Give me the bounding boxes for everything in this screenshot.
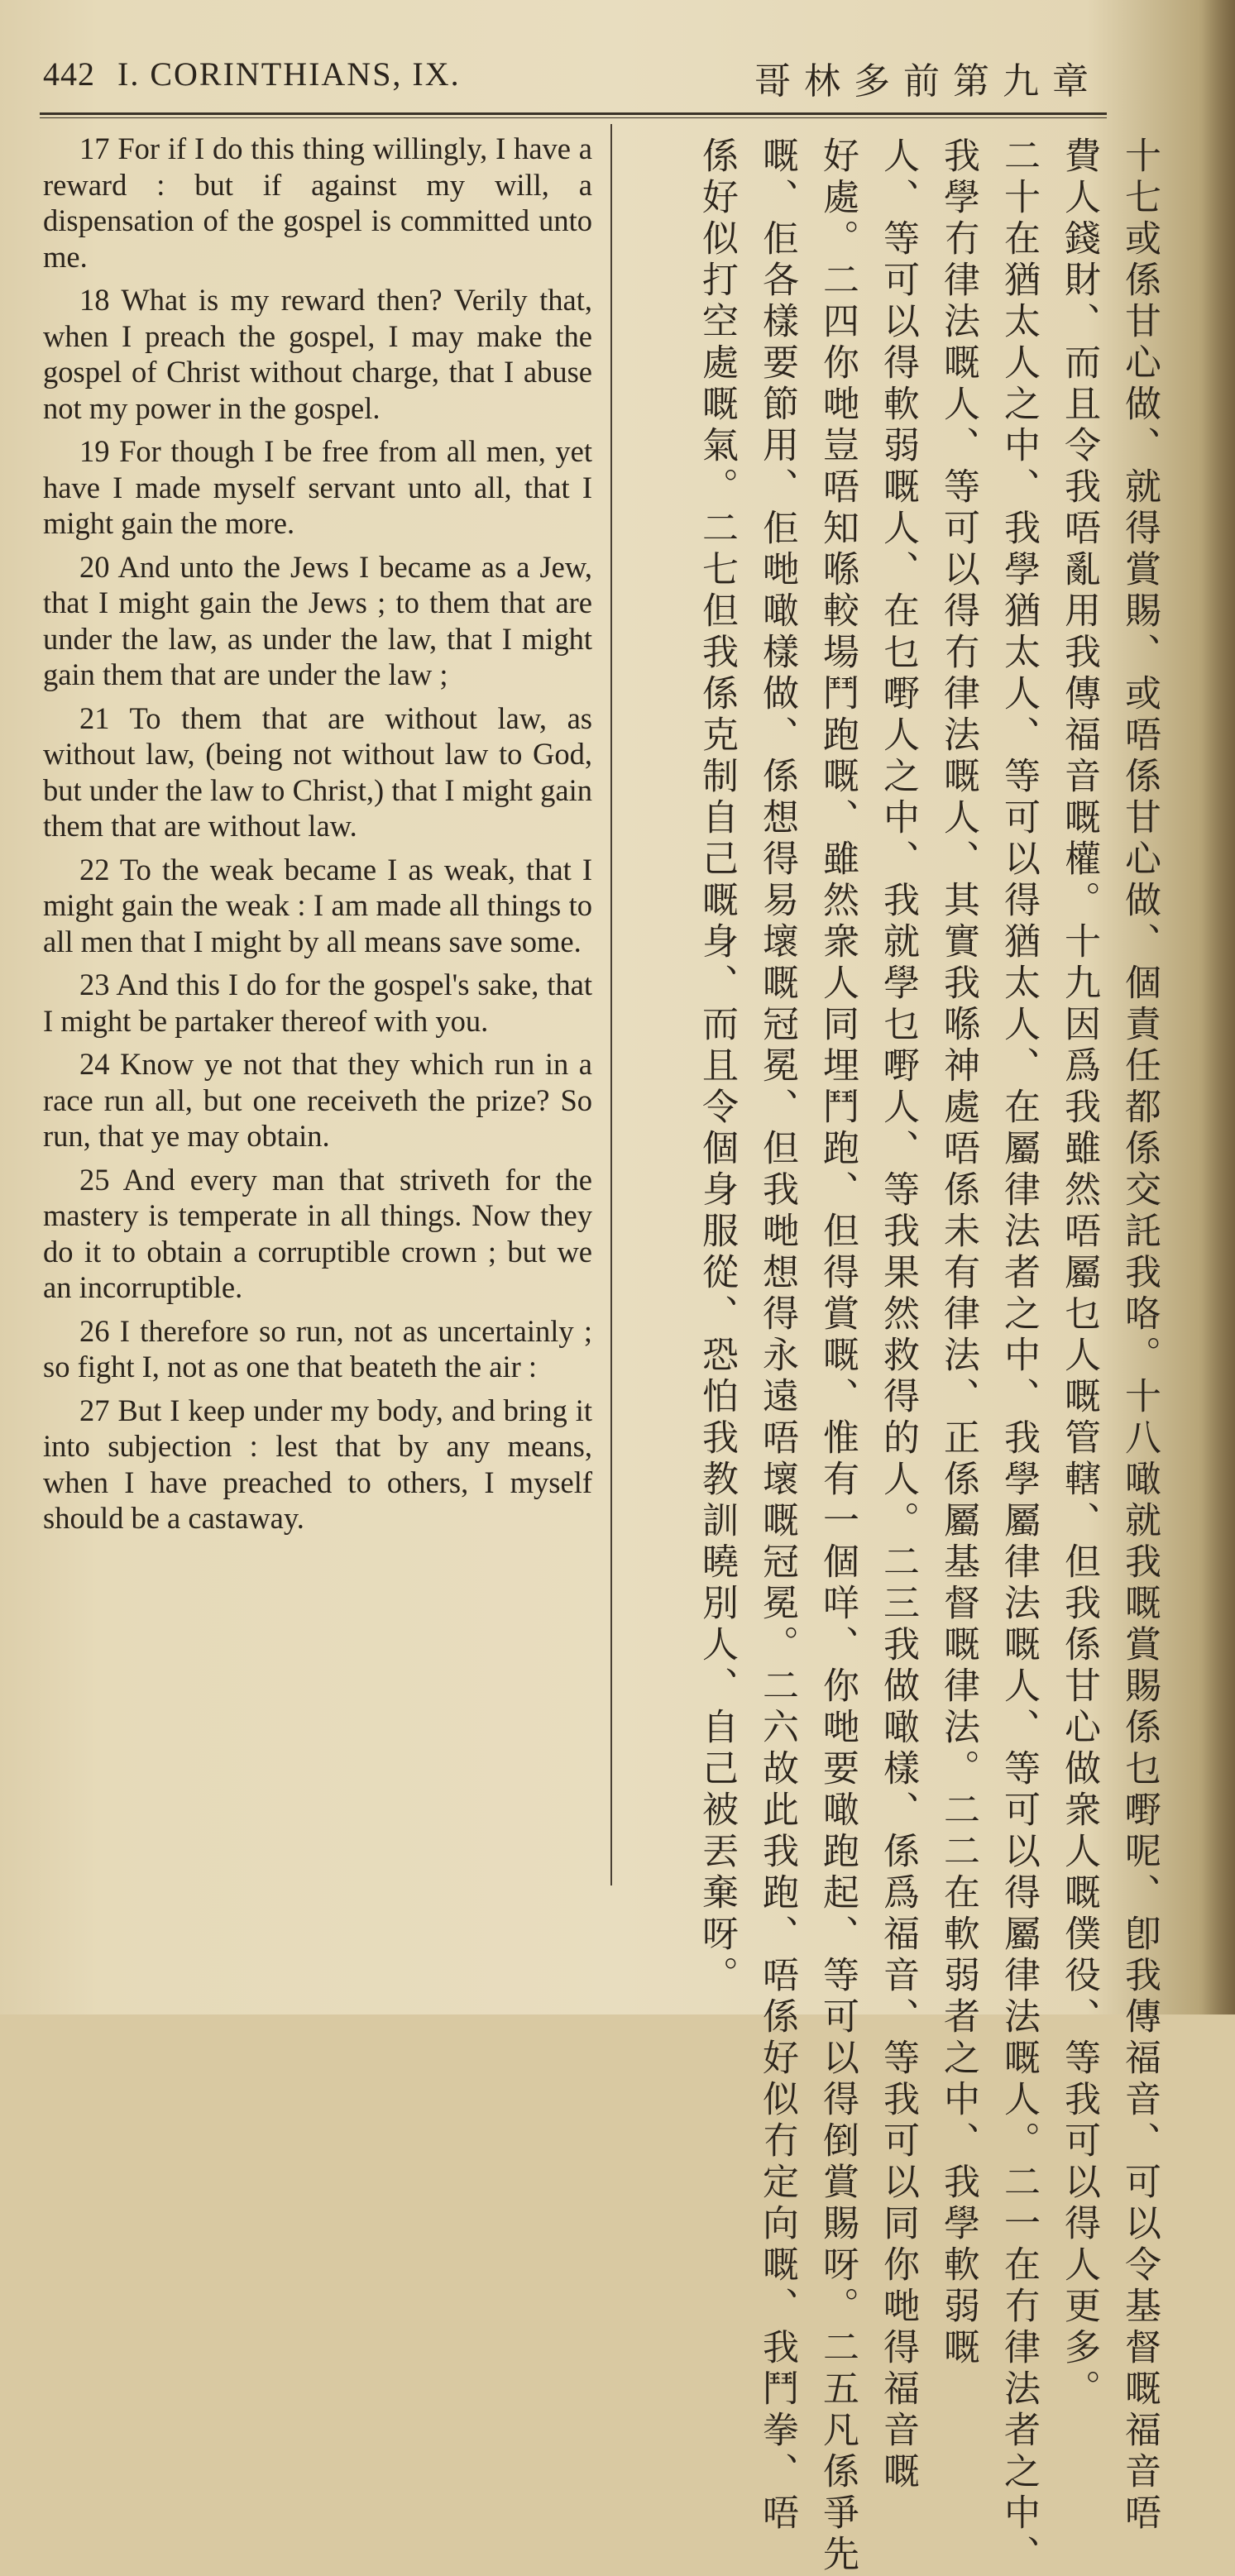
english-column	[43, 131, 592, 1544]
verse-23: 23 And this I do for the gospel's sake, that I might be partaker thereof with you.	[43, 968, 592, 1038]
verse-22: 22 To the weak became I as weak, that I might gain the weak : I am made all things to all men that I might by all means save some.	[43, 852, 592, 958]
chinese-line: 嘅、佢各樣要節用、佢哋噉樣做、係想得易壞嘅冠冕、但我哋想得永遠唔壞嘅冠冕。二六故此我跑、唔係好似冇定向嘅、我鬥拳、唔	[756, 136, 798, 2535]
chinese-line: 十七或係甘心做、就得賞賜、或唔係甘心做、個責任都係交託我咯。十八噉就我嘅賞賜係乜嘢呢、卽我傳福音、可以令基督嘅福音唔	[1118, 136, 1161, 2535]
chinese-line: 我學冇律法嘅人、等可以得冇律法嘅人、其實我喺神處唔係未有律法、正係屬基督嘅律法。二二在軟弱者之中、我學軟弱嘅	[937, 136, 979, 2369]
verse-26: 26 I therefore so run, not as uncertainly ; so fight I, not as one that beateth the air :	[43, 1313, 592, 1384]
verse-24: 24 Know ye not that they which run in a race run all, but one receiveth the prize? So run, that ye may obtain.	[43, 1047, 592, 1153]
page-number: 442	[43, 55, 95, 93]
verse-21: 21 To them that are without law, as without law, (being not without law to God, but under the law to Christ,) that I might gain them that are without law.	[43, 700, 592, 843]
chinese-line: 係好似打空處嘅氣。二七但我係克制自己嘅身、而且令個身服從、恐怕我教訓曉別人、自己被丟棄呀。	[696, 136, 738, 1997]
page-edge-shadow	[1202, 0, 1235, 2014]
verse-20: 20 And unto the Jews I became as a Jew, that I might gain the Jews ; to them that are under the law, as under the law, that I might gain them that are under the law ;	[43, 549, 592, 691]
verse-18: 18 What is my reward then? Verily that, when I preach the gospel, I may make the gospel of Christ without charge, that I abuse not my power in the gospel.	[43, 283, 592, 425]
verse-19: 19 For though I be free from all men, yet have I made myself servant unto all, that I might gain the more.	[43, 434, 592, 540]
chinese-column	[627, 136, 1161, 2576]
running-title: I. CORINTHIANS, IX.	[117, 55, 461, 93]
column-divider	[610, 124, 612, 1885]
verse-25: 25 And every man that striveth for the mastery is temperate in all things. Now they do it to obtain a corruptible crown ; but we an incorruptible.	[43, 1162, 592, 1304]
chinese-line: 費人錢財、而且令我唔亂用我傳福音嘅權。十九因爲我雖然唔屬乜人嘅管轄、但我係甘心做衆人嘅僕役、等我可以得人更多。	[1058, 136, 1100, 2411]
chinese-line: 好處。二四你哋豈唔知喺較場鬥跑嘅、雖然衆人同埋鬥跑、但得賞嘅、惟有一個咩、你哋要噉跑起、等可以得倒賞賜呀。二五凡係爭先	[816, 136, 859, 2576]
verse-27: 27 But I keep under my body, and bring it into subjection : lest that by any means, when I have preached to others, I myself should be a castaway.	[43, 1393, 592, 1535]
chinese-line: 人、等可以得軟弱嘅人、在乜嘢人之中、我就學乜嘢人、等我果然救得的人。二三我做噉樣、係爲福音、等我可以同你哋得福音嘅	[877, 136, 919, 2493]
header-rule	[40, 112, 1107, 115]
chinese-running-title: 哥林多前第九章	[754, 60, 1102, 103]
page-header	[43, 48, 1102, 106]
chinese-line: 二十在猶太人之中、我學猶太人、等可以得猶太人、在屬律法者之中、我學屬律法嘅人、等可以得屬律法嘅人。二一在冇律法者之中、	[998, 136, 1040, 2576]
header-rule-thin	[40, 117, 1107, 118]
verse-17: 17 For if I do this thing willingly, I have a reward : but if against my will, a dispensation of the gospel is committed unto me.	[43, 131, 592, 274]
